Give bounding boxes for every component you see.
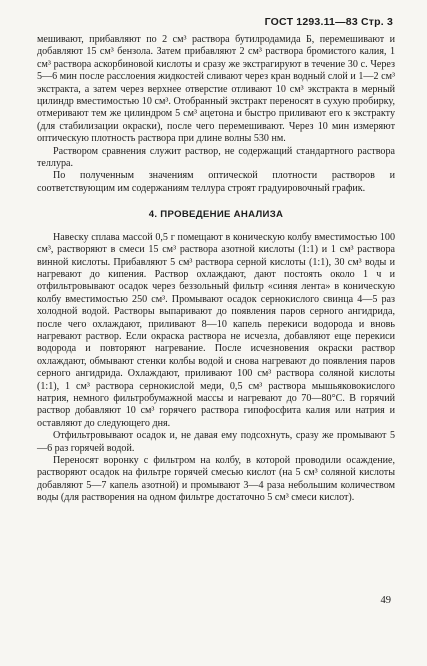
paragraph: Навеску сплава массой 0,5 г помещают в коническую колбу вместимостью 100 см³, растворяют в смеси 15 см³ раствора азотной кислоты (1:1) и 1 см³ раствора винной кислоты. Прибавляют 5 см³ раствора серной кислоты (1:1), 30 см³ воды и нагревают до кипения. Раствор охлаждают, дают постоять около 1 ч и отфильтровывают осадок через беззольный фильтр «синяя лента» в коническую колбу вместимостью 250 см³. Промывают осадок сернокислого свинца 4—5 раз холодной водой. Растворы выпаривают до появления паров серного ангидрида, после чего охлаждают, приливают 8—10 капель перекиси водорода и вновь нагревают раствор. Если окраска раствора не исчезла, добавляют еще перекиси водорода и повторяют нагревание. После исчезновения окраски раствор охлаждают, обмывают стенки колбы водой и снова нагревают до появления паров серного ангидрида. Охлаждают, приливают 100 см³ раствора соляной кислоты (1:1), 1 см³ раствора сернокислой меди, 0,5 см³ раствора мышьяковокислого натрия, немного фильтробумажной массы и нагревают до 70—80°С. В горячий раствор добавляют 10 см³ горячего раствора гипофосфита калия или натрия и оставляют до следующего дня.	[37, 231, 395, 429]
running-header: ГОСТ 1293.11—83 Стр. 3	[264, 16, 393, 28]
paragraph: Переносят воронку с фильтром на колбу, в которой проводили осаждение, растворяют осадок на фильтре горячей смесью кислот (на 5 см³ соляной кислоты добавляют 5—7 капель азотной) и промывают 3—4 раза небольшим количеством воды (для растворения на одном фильтре достаточно 5 см³ смеси кислот).	[37, 455, 395, 504]
paragraph: Раствором сравнения служит раствор, не содержащий стандартного раствора теллура.	[37, 145, 395, 170]
paragraph: Отфильтровывают осадок и, не давая ему подсохнуть, сразу же промывают 5—6 раз горячей водой.	[37, 430, 395, 454]
body-text	[37, 34, 395, 505]
paragraph: По полученным значениям оптической плотности растворов и соответствующим им содержаниям теллура строят градуировочный график.	[37, 170, 395, 194]
section-heading: 4. ПРОВЕДЕНИЕ АНАЛИЗА	[148, 209, 284, 221]
paragraph-continuation: мешивают, прибавляют по 2 см³ раствора бутилродамида Б, перемешивают и добавляют 15 см³ бензола. Затем прибавляют 2 см³ раствора бромистого калия, 1 см³ раствора аскорбиновой кислоты и сразу же экстрагируют в течение 30 с. Через 5—6 мин после расслоения жидкостей сливают через кран водный слой и 1—2 см³ экстракта, а затем через верхнее отверстие отливают 10 см³ экстракта в мерный цилиндр вместимостью 10 см³. Отобранный экстракт переносят в сухую пробирку, отмеривают тем же цилиндром 5 см³ ацетона и быстро приливают его к экстракту (для стабилизации окраски), после чего перемешивают. Через 10 мин измеряют оптическую плотность раствора при длине волны 530 нм.	[37, 34, 395, 145]
page-number: 49	[380, 595, 391, 606]
